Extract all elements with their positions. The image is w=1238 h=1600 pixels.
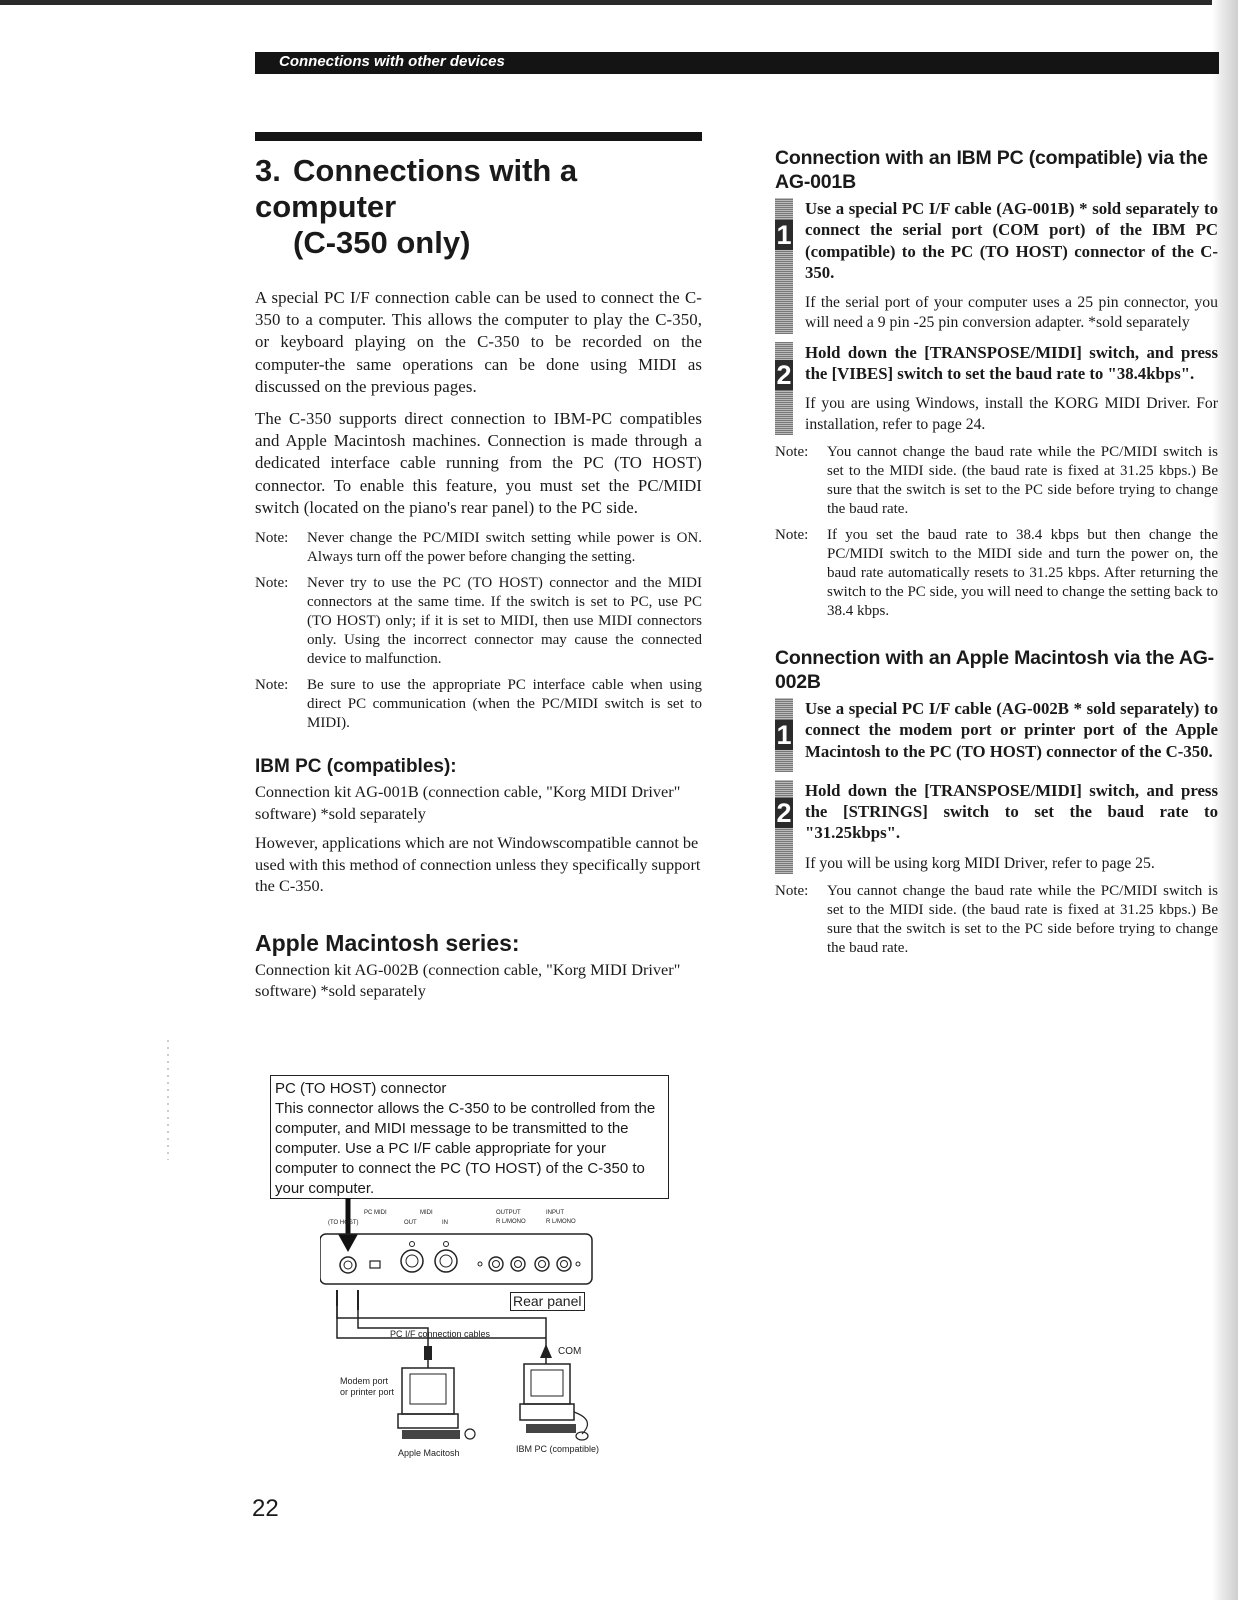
diagram-label-in: IN — [442, 1220, 448, 1226]
apple-mac-label: Apple Macitosh — [398, 1448, 460, 1458]
note-text: You cannot change the baud rate while the PC/MIDI switch is set to the MIDI side. (the baud rate is fixed at 31.25 kbps.) Be sure that the switch is set to the PC side before trying to change the baud rate. — [827, 443, 1218, 517]
step-instruction: Use a special PC I/F cable (AG-002B * sold separately) to connect the modem port or printer port of the Apple Macintosh to the PC (TO HOST) connector of the C-350. — [805, 698, 1218, 761]
diagram-label-midi: MIDI — [420, 1210, 433, 1216]
step-marker — [775, 342, 793, 435]
ibm-pc-label: IBM PC (compatible) — [516, 1444, 600, 1454]
step-instruction: Hold down the [TRANSPOSE/MIDI] switch, and press the [STRINGS] switch to set the baud rate to "31.25kbps". — [805, 780, 1218, 843]
apple-macintosh-heading: Apple Macintosh series: — [255, 929, 520, 956]
note-item — [255, 574, 702, 669]
step-number: 2 — [776, 797, 792, 828]
top-border-rule — [0, 0, 1212, 5]
diagram-label-out: OUT — [404, 1220, 417, 1226]
diagram-label-to-host: (TO HOST) — [328, 1220, 359, 1226]
diagram-label-input: INPUT — [546, 1210, 564, 1216]
note-text: Never try to use the PC (TO HOST) connector and the MIDI connectors at the same time. If the switch is set to PC, use PC (TO HOST) only; if it is set to MIDI, then use MIDI connectors only. Using the incorrect connector may cause the connected device to malfunction. — [307, 575, 702, 668]
step-detail: If you are using Windows, install the KORG MIDI Driver. For installation, refer to page 24. — [805, 395, 1218, 433]
section-number: 3. — [255, 153, 281, 188]
diagram-label-lmono-out: R L/MONO — [496, 1219, 526, 1225]
note-text: You cannot change the baud rate while the PC/MIDI switch is set to the MIDI side. (the baud rate is fixed at 31.25 kbps.) Be sure that the switch is set to the PC side before trying to change the baud rate. — [827, 883, 1218, 957]
rear-panel-label: Rear panel — [510, 1292, 585, 1311]
step-detail: If you will be using korg MIDI Driver, refer to page 25. — [805, 854, 1155, 872]
com-label: COM — [558, 1346, 582, 1357]
mac-step-1 — [775, 698, 1218, 772]
mac-kit-text: Connection kit AG-002B (connection cable, "Korg MIDI Driver" software) *sold separately — [255, 959, 681, 1001]
diagram-label-lmono-in: R L/MONO — [546, 1219, 576, 1225]
section-rule — [255, 132, 702, 141]
ibm-connection-heading: Connection with an IBM PC (compatible) via the AG-001B — [775, 147, 1208, 193]
note-label: Note: — [775, 443, 809, 460]
section-title-line1: Connections with a computer — [255, 153, 578, 224]
diagram-label-output: OUTPUT — [496, 1210, 521, 1216]
note-item — [775, 882, 1218, 958]
ibm-kit-text: Connection kit AG-001B (connection cable, "Korg MIDI Driver" software) *sold separately — [255, 782, 681, 823]
note-item — [255, 529, 702, 567]
ibm-compat-text: However, applications which are not Windowscompatible cannot be used with this method of connection unless they specifically support the C-350. — [255, 833, 701, 896]
note-label: Note: — [255, 575, 289, 592]
page-number: 22 — [252, 1495, 279, 1522]
step-number: 1 — [776, 220, 792, 250]
note-item — [775, 443, 1218, 519]
step-detail: If the serial port of your computer uses a 25 pin connector, you will need a 9 pin -25 pin conversion adapter. *sold separately — [805, 294, 1218, 332]
intro-paragraph: A special PC I/F connection cable can be used to connect the C-350 to a computer. This allows the computer to play the C-350, or keyboard playing on the C-350 to be recorded on the computer-the same operations can be done using MIDI as discussed on the previous pages. — [255, 288, 702, 396]
note-text: If you set the baud rate to 38.4 kbps but then change the PC/MIDI switch to the MIDI side and turn the power on, the baud rate automatically resets to 31.25 kbps. After returning the switch to the PC side, you will need to change the setting back to 38.4 kbps. — [827, 526, 1218, 619]
connection-diagram — [320, 1198, 620, 1468]
modem-port-label: Modem port — [340, 1376, 389, 1386]
step-instruction: Use a special PC I/F cable (AG-001B) * sold separately to connect the serial port (COM port) of the IBM PC (compatible) to the PC (TO HOST) connector of the C-350. — [805, 199, 1218, 282]
ibm-step-2 — [775, 342, 1218, 435]
mac-connection-heading: Connection with an Apple Macintosh via the AG-002B — [775, 646, 1214, 693]
callout-title: PC (TO HOST) connector — [275, 1080, 447, 1097]
right-column — [775, 146, 1218, 965]
pc-to-host-callout — [270, 1075, 669, 1199]
diagram-label-pc-midi: PC MIDI — [364, 1210, 387, 1216]
margin-marks — [160, 1040, 176, 1160]
left-column — [255, 132, 702, 1010]
margin-marks-drawing — [160, 1040, 176, 1160]
ibm-pc-heading: IBM PC (compatibles): — [255, 756, 457, 778]
cables-label: PC I/F connection cables — [390, 1329, 491, 1339]
note-text: Never change the PC/MIDI switch setting while power is ON. Always turn off the power before changing the setting. — [307, 530, 702, 566]
step-number: 1 — [776, 719, 792, 750]
step-marker — [775, 198, 793, 334]
mac-step-2 — [775, 780, 1218, 874]
note-label: Note: — [255, 530, 289, 547]
step-instruction: Hold down the [TRANSPOSE/MIDI] switch, and press the [VIBES] switch to set the baud rate to "38.4kbps". — [805, 342, 1218, 384]
note-text: Be sure to use the appropriate PC interface cable when using direct PC communication (when the PC/MIDI switch is set to MIDI). — [307, 677, 702, 732]
section-title — [255, 153, 702, 261]
step-marker — [775, 780, 793, 874]
step-marker — [775, 698, 793, 772]
note-label: Note: — [255, 677, 289, 694]
printer-port-label: or printer port — [340, 1387, 395, 1397]
note-item — [255, 676, 702, 733]
note-label: Note: — [775, 883, 809, 900]
running-header-label: Connections with other devices — [279, 53, 505, 70]
running-header — [255, 52, 1219, 74]
ibm-step-1 — [775, 198, 1218, 334]
note-label: Note: — [775, 526, 809, 543]
callout-text: This connector allows the C-350 to be controlled from the computer, and MIDI message to be transmitted to the computer. Use a PC I/F cable appropriate for your computer to connect the PC (TO HOST) of the C-350 to your computer. — [275, 1100, 656, 1197]
support-paragraph: The C-350 supports direct connection to IBM-PC compatibles and Apple Macintosh machines. Connection is made through a dedicated interface cable running from the PC (TO HOST) connector. To enable this feature, you must set the PC/MIDI switch (located on the piano's rear panel) to the PC side. — [255, 409, 702, 517]
step-number: 2 — [776, 359, 792, 390]
note-item — [775, 526, 1218, 621]
section-title-line2: (C-350 only) — [293, 225, 471, 260]
